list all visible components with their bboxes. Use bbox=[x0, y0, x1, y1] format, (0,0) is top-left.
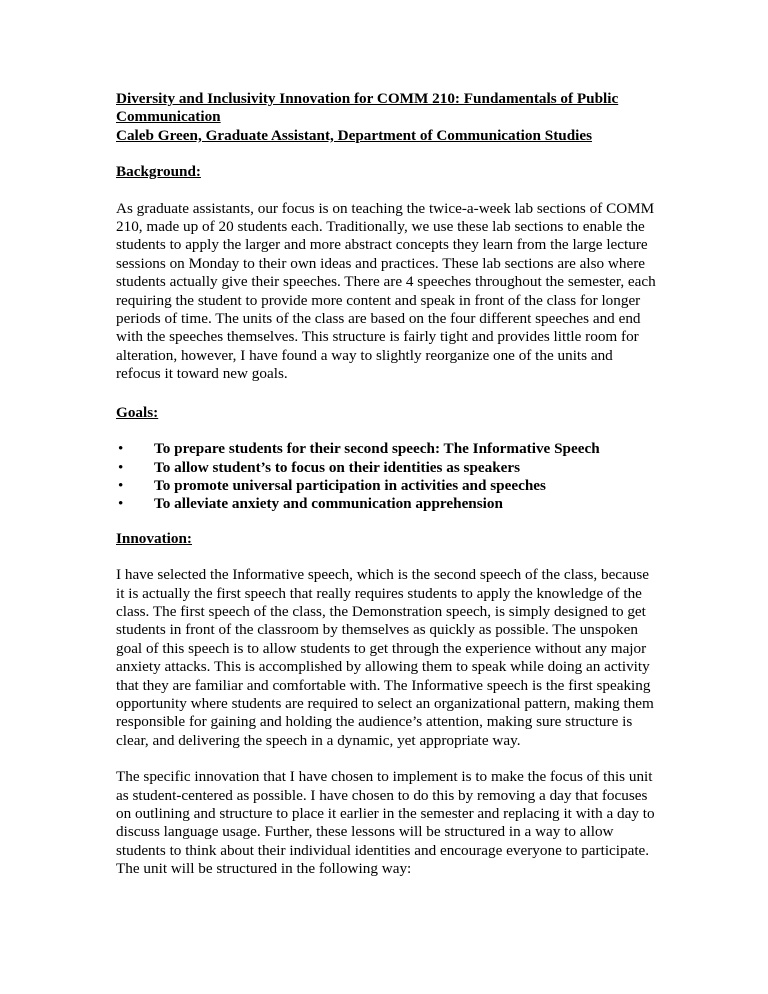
goal-item bbox=[116, 495, 656, 513]
background-paragraph: As graduate assistants, our focus is on teaching the twice-a-week lab sections of COMM 210, made up of 20 students each. Traditionally, we use these lab sections to enable the students to apply the larger and more abstract concepts they learn from the large lecture sessions on Monday to their own ideas and practices. These lab sections are also where students actually give their speeches. There are 4 speeches throughout the semester, each requiring the student to provide more content and speak in front of the class for longer periods of time. The units of the class are based on the four different speeches and end with the speeches themselves. This structure is fairly tight and provides little room for alteration, however, I have found a way to slightly reorganize one of the units and refocus it toward new goals. bbox=[116, 199, 656, 383]
spacer bbox=[116, 514, 656, 530]
bullet-icon: • bbox=[118, 495, 124, 513]
spacer bbox=[116, 422, 656, 440]
goal-text: To allow student’s to focus on their identities as speakers bbox=[154, 458, 521, 476]
bullet-icon: • bbox=[118, 440, 124, 458]
spacer bbox=[116, 182, 656, 200]
spacer bbox=[116, 384, 656, 404]
innovation-paragraph-2: The specific innovation that I have chosen to implement is to make the focus of this unit as student-centered as possible. I have chosen to do this by removing a day that focuses on outlining and structure to place it earlier in the semester and replacing it with a day to discuss language usage. Further, these lessons will be structured in a way to allow students to think about their individual identities and encourage everyone to participate. The unit will be structured in the following way: bbox=[116, 768, 655, 878]
goal-item bbox=[116, 459, 656, 477]
innovation-heading: Innovation: bbox=[116, 529, 192, 547]
innovation-paragraph-1: I have selected the Informative speech, which is the second speech of the class, because it is actually the first speech that really requires students to apply the knowledge of the class. The first speech of the class, the Demonstration speech, is simply designed to get students in front of the classroom by themselves as quickly as possible. The unspoken goal of this speech is to allow students to get through the experience without any major anxiety attacks. This is accomplished by allowing them to speak while doing an activity that they are familiar and comfortable with. The Informative speech is the first speaking opportunity where students are required to select an organizational pattern, making them responsible for gaining and holding the audience’s attention, making sure structure is clear, and delivering the speech in a dynamic, yet appropriate way. bbox=[116, 566, 654, 749]
goal-item bbox=[116, 477, 656, 495]
background-heading: Background: bbox=[116, 163, 201, 181]
document-author: Caleb Green, Graduate Assistant, Department of Communication Studies bbox=[116, 126, 593, 144]
goals-heading: Goals: bbox=[116, 403, 159, 421]
spacer bbox=[116, 750, 656, 768]
goal-text: To promote universal participation in activities and speeches bbox=[154, 476, 546, 494]
goal-text: To prepare students for their second speech: The Informative Speech bbox=[154, 440, 600, 458]
goals-list bbox=[116, 440, 656, 514]
document-page bbox=[116, 90, 656, 879]
document-title: Diversity and Inclusivity Innovation for COMM 210: Fundamentals of Public Communication bbox=[116, 90, 619, 126]
spacer bbox=[116, 548, 656, 566]
bullet-icon: • bbox=[118, 458, 124, 476]
goal-text: To alleviate anxiety and communication apprehension bbox=[154, 495, 503, 513]
spacer bbox=[116, 145, 656, 163]
goal-item bbox=[116, 440, 656, 458]
bullet-icon: • bbox=[118, 476, 124, 494]
